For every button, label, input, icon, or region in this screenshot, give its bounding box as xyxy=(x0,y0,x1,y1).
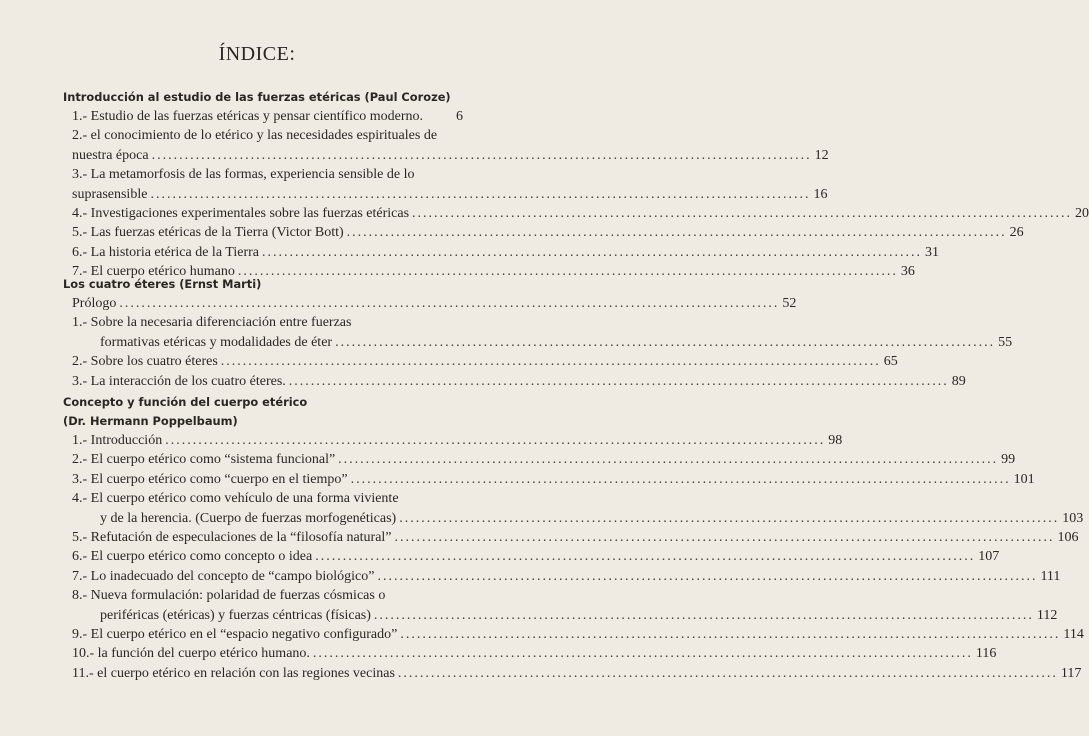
list-item xyxy=(72,431,843,450)
dot-leader: ........................................................................................................................ xyxy=(373,607,1034,623)
dot-leader: ........................................................................................................................ xyxy=(237,264,898,280)
list-item xyxy=(72,204,1089,223)
section-coroze xyxy=(63,88,1089,282)
dot-leader: ........................................................................................................................ xyxy=(346,225,1007,241)
list-item xyxy=(72,470,1035,489)
list-item xyxy=(72,146,829,165)
entry-title: 1.- Sobre la necesaria diferenciación entre fuerzas xyxy=(72,315,352,331)
list-item xyxy=(72,352,898,371)
entry-title: 9.- El cuerpo etérico en el “espacio negativo configurado” xyxy=(72,627,398,643)
dot-leader: ........................................................................................................................ xyxy=(150,186,811,202)
page-number: 111 xyxy=(1040,568,1061,584)
entry-list xyxy=(63,431,1084,683)
entry-title: 4.- Investigaciones experimentales sobre las fuerzas etéricas xyxy=(72,206,410,222)
entry-title: 4.- El cuerpo etérico como vehículo de una forma viviente xyxy=(72,491,399,507)
dot-leader: ........................................................................................................................ xyxy=(335,334,996,350)
page-number: 6 xyxy=(456,109,463,124)
page-number: 98 xyxy=(828,433,843,448)
list-item xyxy=(72,313,463,332)
page-number: 117 xyxy=(1060,665,1082,681)
entry-title: 8.- Nueva formulación: polaridad de fuerzas cósmicas o xyxy=(72,588,386,604)
list-item xyxy=(72,489,463,508)
list-item xyxy=(72,126,463,145)
page-number: 89 xyxy=(951,373,966,389)
dot-leader: ........................................................................................................................ xyxy=(400,627,1061,643)
page-title: ÍNDICE: xyxy=(218,43,296,65)
entry-title: 2.- el conocimiento de lo etérico y las necesidades espirituales de xyxy=(72,128,438,144)
entry-title: 1.- Estudio de las fuerzas etéricas y pensar científico moderno. xyxy=(72,109,424,124)
list-item xyxy=(72,107,463,126)
section-heading: Los cuatro éteres (Ernst Marti) xyxy=(63,277,262,291)
entry-title: 1.- Introducción xyxy=(72,433,163,448)
dot-leader: ........................................................................................................................ xyxy=(288,373,949,389)
page-number: 106 xyxy=(1057,530,1079,546)
section-marti xyxy=(63,275,1013,391)
page-number: 112 xyxy=(1036,607,1058,623)
page-number: 36 xyxy=(900,264,915,280)
entry-title: 7.- Lo inadecuado del concepto de “campo biológico” xyxy=(72,568,375,584)
entry-title: 5.- Las fuerzas etéricas de la Tierra (Victor Bott) xyxy=(72,225,344,241)
list-item xyxy=(72,625,1084,644)
page-number: 20 xyxy=(1075,206,1089,222)
dot-leader: ........................................................................................................................ xyxy=(151,147,812,163)
entry-title: periféricas (etéricas) y fuerzas céntricas (físicas) xyxy=(100,607,371,623)
dot-leader: ........................................................................................................................ xyxy=(350,471,1011,487)
list-item xyxy=(72,450,1016,469)
list-item xyxy=(72,547,1000,566)
dot-leader: ........................................................................................................................ xyxy=(399,510,1060,526)
entry-title: Prólogo xyxy=(72,296,117,311)
list-item xyxy=(72,509,1084,528)
dot-leader: ........................................................................................................................ xyxy=(412,206,1073,222)
entry-title: 3.- La interacción de los cuatro éteres. xyxy=(72,373,286,389)
list-item xyxy=(72,243,939,262)
dot-leader: ........................................................................................................................ xyxy=(312,646,973,662)
section-heading: Introducción al estudio de las fuerzas etéricas (Paul Coroze) xyxy=(63,90,451,104)
list-item xyxy=(72,606,1058,625)
list-item xyxy=(72,185,828,204)
entry-title: 2.- Sobre los cuatro éteres xyxy=(72,354,218,370)
list-item xyxy=(72,165,463,184)
entry-title: 2.- El cuerpo etérico como “sistema funcional” xyxy=(72,452,336,468)
page-number: 103 xyxy=(1062,510,1084,526)
entry-title: 3.- La metamorfosis de las formas, experiencia sensible de lo xyxy=(72,167,415,183)
list-item xyxy=(72,664,1082,683)
entry-title: formativas etéricas y modalidades de éter xyxy=(100,334,333,350)
list-item xyxy=(72,294,797,313)
page-number: 52 xyxy=(782,296,797,311)
dot-leader: ........................................................................................................................ xyxy=(394,530,1055,546)
dot-leader: ........................................................................................................................ xyxy=(220,354,881,370)
list-item xyxy=(72,567,1061,586)
entry-title: 7.- El cuerpo etérico humano xyxy=(72,264,235,280)
list-item xyxy=(72,644,997,663)
entry-title: y de la herencia. (Cuerpo de fuerzas morfogenéticas) xyxy=(100,510,397,526)
page-number: 101 xyxy=(1013,471,1035,487)
dot-leader: ........................................................................................................................ xyxy=(338,452,999,468)
page-number: 26 xyxy=(1009,225,1024,241)
dot-leader: ........................................................................................................................ xyxy=(119,296,780,311)
page-number: 65 xyxy=(883,354,898,370)
dot-leader: ........................................................................................................................ xyxy=(261,244,922,260)
entry-title: 11.- el cuerpo etérico en relación con las regiones vecinas xyxy=(72,665,395,681)
entry-title: nuestra época xyxy=(72,147,149,163)
page-number: 116 xyxy=(975,646,997,662)
page-number: 16 xyxy=(813,186,828,202)
section-heading-author: (Dr. Hermann Poppelbaum) xyxy=(63,414,238,428)
entry-title: 5.- Refutación de especulaciones de la “filosofía natural” xyxy=(72,530,392,546)
list-item xyxy=(72,333,1013,352)
list-item xyxy=(72,372,966,391)
list-item xyxy=(72,223,1024,242)
dot-leader: ........................................................................................................................ xyxy=(315,549,976,565)
page-number: 12 xyxy=(814,147,829,163)
entry-title: 3.- El cuerpo etérico como “cuerpo en el tiempo” xyxy=(72,471,348,487)
dot-leader: ........................................................................................................................ xyxy=(377,568,1038,584)
entry-title: 6.- La historia etérica de la Tierra xyxy=(72,244,259,260)
list-item xyxy=(72,586,463,605)
page-number: 107 xyxy=(978,549,1000,565)
entry-title: 6.- El cuerpo etérico como concepto o idea xyxy=(72,549,313,565)
entry-title: 10.- la función del cuerpo etérico humano. xyxy=(72,646,310,662)
dot-leader: ........................................................................................................................ xyxy=(397,665,1058,681)
page-number: 31 xyxy=(924,244,939,260)
dot-leader: ........................................................................................................................ xyxy=(165,433,826,448)
page-number: 99 xyxy=(1001,452,1016,468)
entry-list xyxy=(63,294,1013,391)
list-item xyxy=(72,528,1079,547)
page-number: 114 xyxy=(1063,627,1084,643)
entry-title: suprasensible xyxy=(72,186,148,202)
section-poppelbaum xyxy=(63,393,1084,683)
page-number: 55 xyxy=(998,334,1013,350)
entry-list xyxy=(63,107,1089,282)
section-heading: Concepto y función del cuerpo etérico xyxy=(63,395,308,409)
